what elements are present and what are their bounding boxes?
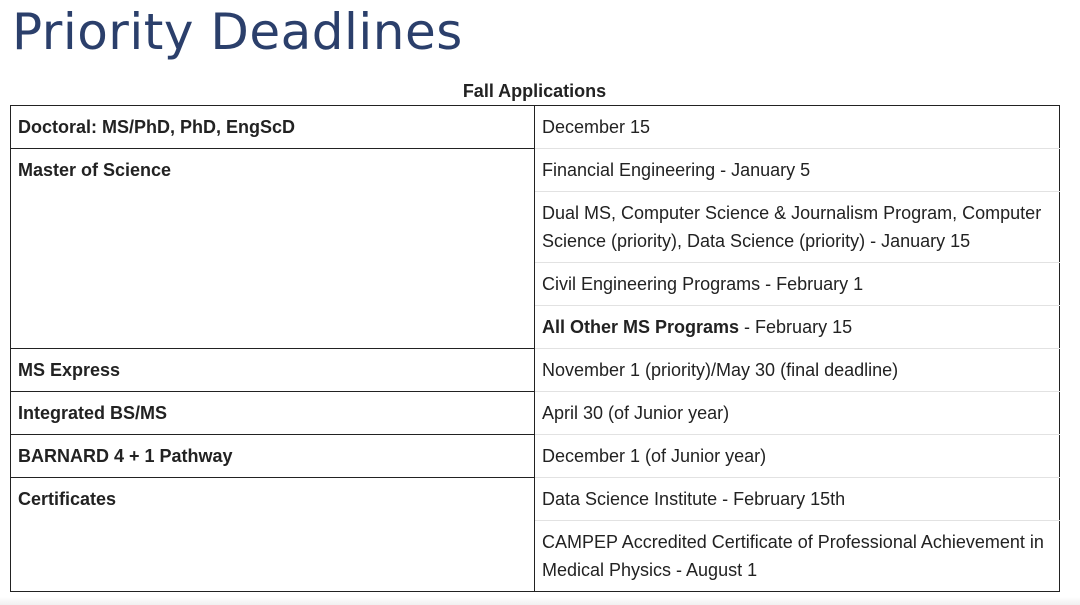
deadline-cell: April 30 (of Junior year) (535, 392, 1060, 435)
table-row (11, 435, 1060, 478)
page-bottom-edge (0, 597, 1080, 605)
deadline-cell: CAMPEP Accredited Certificate of Professional Achievement in Medical Physics - August 1 (535, 521, 1060, 592)
deadline-cell: Financial Engineering - January 5 (535, 149, 1060, 192)
deadline-cell (535, 306, 1060, 349)
program-cell: Doctoral: MS/PhD, PhD, EngScD (11, 106, 535, 149)
program-cell: Integrated BS/MS (11, 392, 535, 435)
program-cell: Master of Science (11, 149, 535, 349)
program-cell: MS Express (11, 349, 535, 392)
table-caption: Fall Applications (462, 81, 607, 101)
table-row (11, 392, 1060, 435)
deadlines-table (10, 105, 1060, 592)
table-row (11, 478, 1060, 521)
deadline-cell: Dual MS, Computer Science & Journalism Program, Computer Science (priority), Data Science (priority) - January 15 (535, 192, 1060, 263)
table-row (11, 149, 1060, 192)
deadline-cell: December 15 (535, 106, 1060, 149)
deadlines-table-body (11, 106, 1060, 592)
deadline-cell: December 1 (of Junior year) (535, 435, 1060, 478)
table-row (11, 349, 1060, 392)
table-row (11, 106, 1060, 149)
deadline-date: - February 15 (739, 317, 853, 337)
program-cell: Certificates (11, 478, 535, 592)
deadline-cell: November 1 (priority)/May 30 (final deadline) (535, 349, 1060, 392)
program-cell: BARNARD 4 + 1 Pathway (11, 435, 535, 478)
page-title: Priority Deadlines (12, 3, 463, 61)
deadline-bold-label: All Other MS Programs (542, 317, 740, 337)
deadline-cell: Data Science Institute - February 15th (535, 478, 1060, 521)
deadline-cell: Civil Engineering Programs - February 1 (535, 263, 1060, 306)
